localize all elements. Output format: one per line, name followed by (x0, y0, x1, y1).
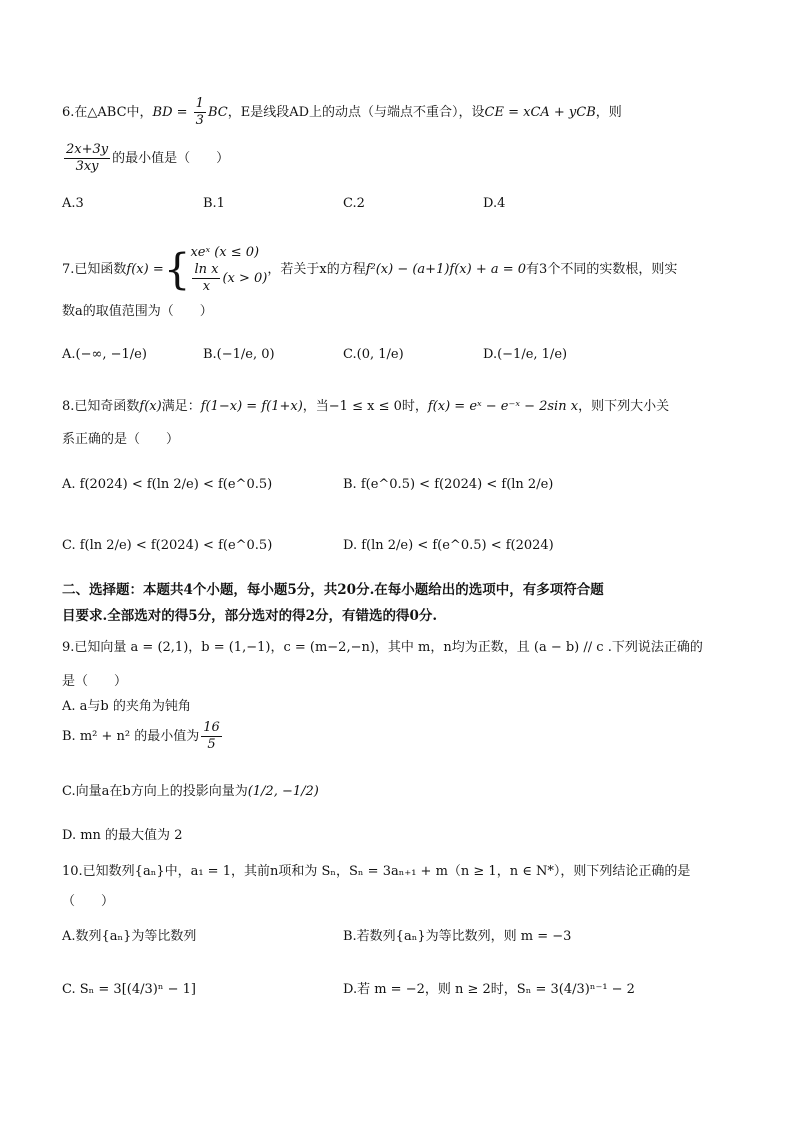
q9-option-b-frac (201, 720, 222, 753)
q7-fx: f(x) = (126, 262, 164, 277)
q9-b-num: 16 (203, 720, 220, 735)
q6-ce-expr: CE = xCA + yCB (484, 105, 596, 120)
q7-piecewise (190, 244, 267, 295)
q10-option-a: A.数列{aₙ}为等比数列 (62, 929, 197, 944)
q8-line1 (62, 397, 669, 417)
q9-option-a: A. a与b 的夹角为钝角 (62, 699, 191, 714)
q6-frac-num: 1 (195, 96, 204, 111)
q7-option-c: C.(0, 1/e) (343, 347, 404, 362)
q6-fraction (194, 96, 206, 129)
q10-line1: 10.已知数列{aₙ}中，a₁ = 1，其前n项和为 Sₙ，Sₙ = 3aₙ₊₁ + m（n ≥ 1，n ∈ N*），则下列结论正确的是 (62, 864, 691, 879)
q8-line1-f: f(x) = eˣ − e⁻ˣ − 2sin x (427, 399, 579, 414)
q7-equation: f²(x) − (a+1)f(x) + a = 0 (365, 262, 527, 277)
q7-mid: ，若关于x的方程 (267, 262, 366, 277)
q7-option-d: D.(−1/e, 1/e) (483, 347, 568, 362)
q10-option-b: B.若数列{aₙ}为等比数列，则 m = −3 (343, 929, 572, 944)
q9-line1: 9.已知向量 a = (2,1)，b = (1,−1)，c = (m−2,−n)，其中 m，n均为正数，且 (a − b) // c .下列说法正确的 (62, 640, 703, 655)
q7-line2: 数a的取值范围为（ ） (62, 304, 213, 319)
q8-line1-d: f(1−x) = f(1+x) (200, 399, 303, 414)
q6-mid: ，E是线段AD上的动点（与端点不重合），设 (227, 105, 485, 120)
q7-line1 (62, 244, 677, 295)
q6-tail: ，则 (595, 105, 622, 120)
q8-option-b: B. f(e^0.5) < f(2024) < f(ln 2/e) (343, 477, 554, 492)
q7-option-a: A.(−∞, −1/e) (62, 347, 147, 362)
q6-expression (64, 142, 110, 175)
q8-line2: 系正确的是（ ） (62, 432, 180, 447)
q8-line1-a: 8.已知奇函数 (62, 399, 140, 414)
q6-line2 (62, 142, 229, 175)
q9-line2: 是（ ） (62, 674, 128, 689)
q9-b-den: 5 (207, 737, 216, 752)
q8-option-c: C. f(ln 2/e) < f(2024) < f(e^0.5) (62, 538, 273, 553)
q6-option-b: B.1 (203, 196, 225, 211)
q8-line1-g: ，则下列大小关 (578, 399, 670, 414)
q6-frac-den: 3 (195, 113, 204, 128)
q8-line1-b: f(x) (139, 399, 162, 414)
q7-case2-frac (192, 262, 220, 295)
q9-option-c (62, 782, 319, 802)
q9-option-c-value: (1/2, −1/2) (247, 784, 319, 799)
q8-line1-c: 满足： (161, 399, 201, 414)
q9-option-b-text: B. m² + n² 的最小值为 (62, 729, 200, 744)
q6-line1 (62, 96, 622, 129)
q7-tail: 有3个不同的实数根，则实 (526, 262, 678, 277)
q9-option-b (62, 720, 224, 753)
q7-case2-num: ln x (194, 262, 219, 277)
q6-option-a: A.3 (62, 196, 84, 211)
q7-case2-cond: (x > 0) (222, 271, 268, 286)
q8-option-d: D. f(ln 2/e) < f(e^0.5) < f(2024) (343, 538, 554, 553)
q6-prefix: 6.在△ABC中， (62, 105, 153, 120)
q6-expr-den: 3xy (75, 159, 99, 174)
q7-case1: xeˣ (x ≤ 0) (190, 245, 260, 260)
q9-option-c-text: C.向量a在b方向上的投影向量为 (62, 784, 248, 799)
q10-line2: （ ） (62, 894, 115, 909)
q10-option-d: D.若 m = −2，则 n ≥ 2时，Sₙ = 3(4/3)ⁿ⁻¹ − 2 (343, 982, 635, 997)
q9-option-d: D. mn 的最大值为 2 (62, 828, 183, 843)
q10-option-c: C. Sₙ = 3[(4/3)ⁿ − 1] (62, 982, 196, 997)
section2-header-line1: 二、选择题：本题共4个小题，每小题5分，共20分.在每小题给出的选项中，有多项符合题 (62, 582, 604, 598)
q6-option-c: C.2 (343, 196, 365, 211)
section2-header-line2: 目要求.全部选对的得5分，部分选对的得2分，有错选的得0分. (62, 608, 438, 624)
q7-case2-den: x (202, 279, 211, 294)
q6-after-expr: 的最小值是（ ） (112, 151, 230, 166)
q7-option-b: B.(−1/e, 0) (203, 347, 275, 362)
q6-expr-num: 2x+3y (66, 142, 109, 157)
q6-bc: BC (207, 105, 228, 120)
q7-brace: { (163, 244, 191, 294)
q8-line1-e: ，当−1 ≤ x ≤ 0时， (302, 399, 428, 414)
q8-option-a: A. f(2024) < f(ln 2/e) < f(e^0.5) (62, 477, 273, 492)
q6-option-d: D.4 (483, 196, 506, 211)
q6-bd: BD = (152, 105, 192, 120)
q7-prefix: 7.已知函数 (62, 262, 127, 277)
